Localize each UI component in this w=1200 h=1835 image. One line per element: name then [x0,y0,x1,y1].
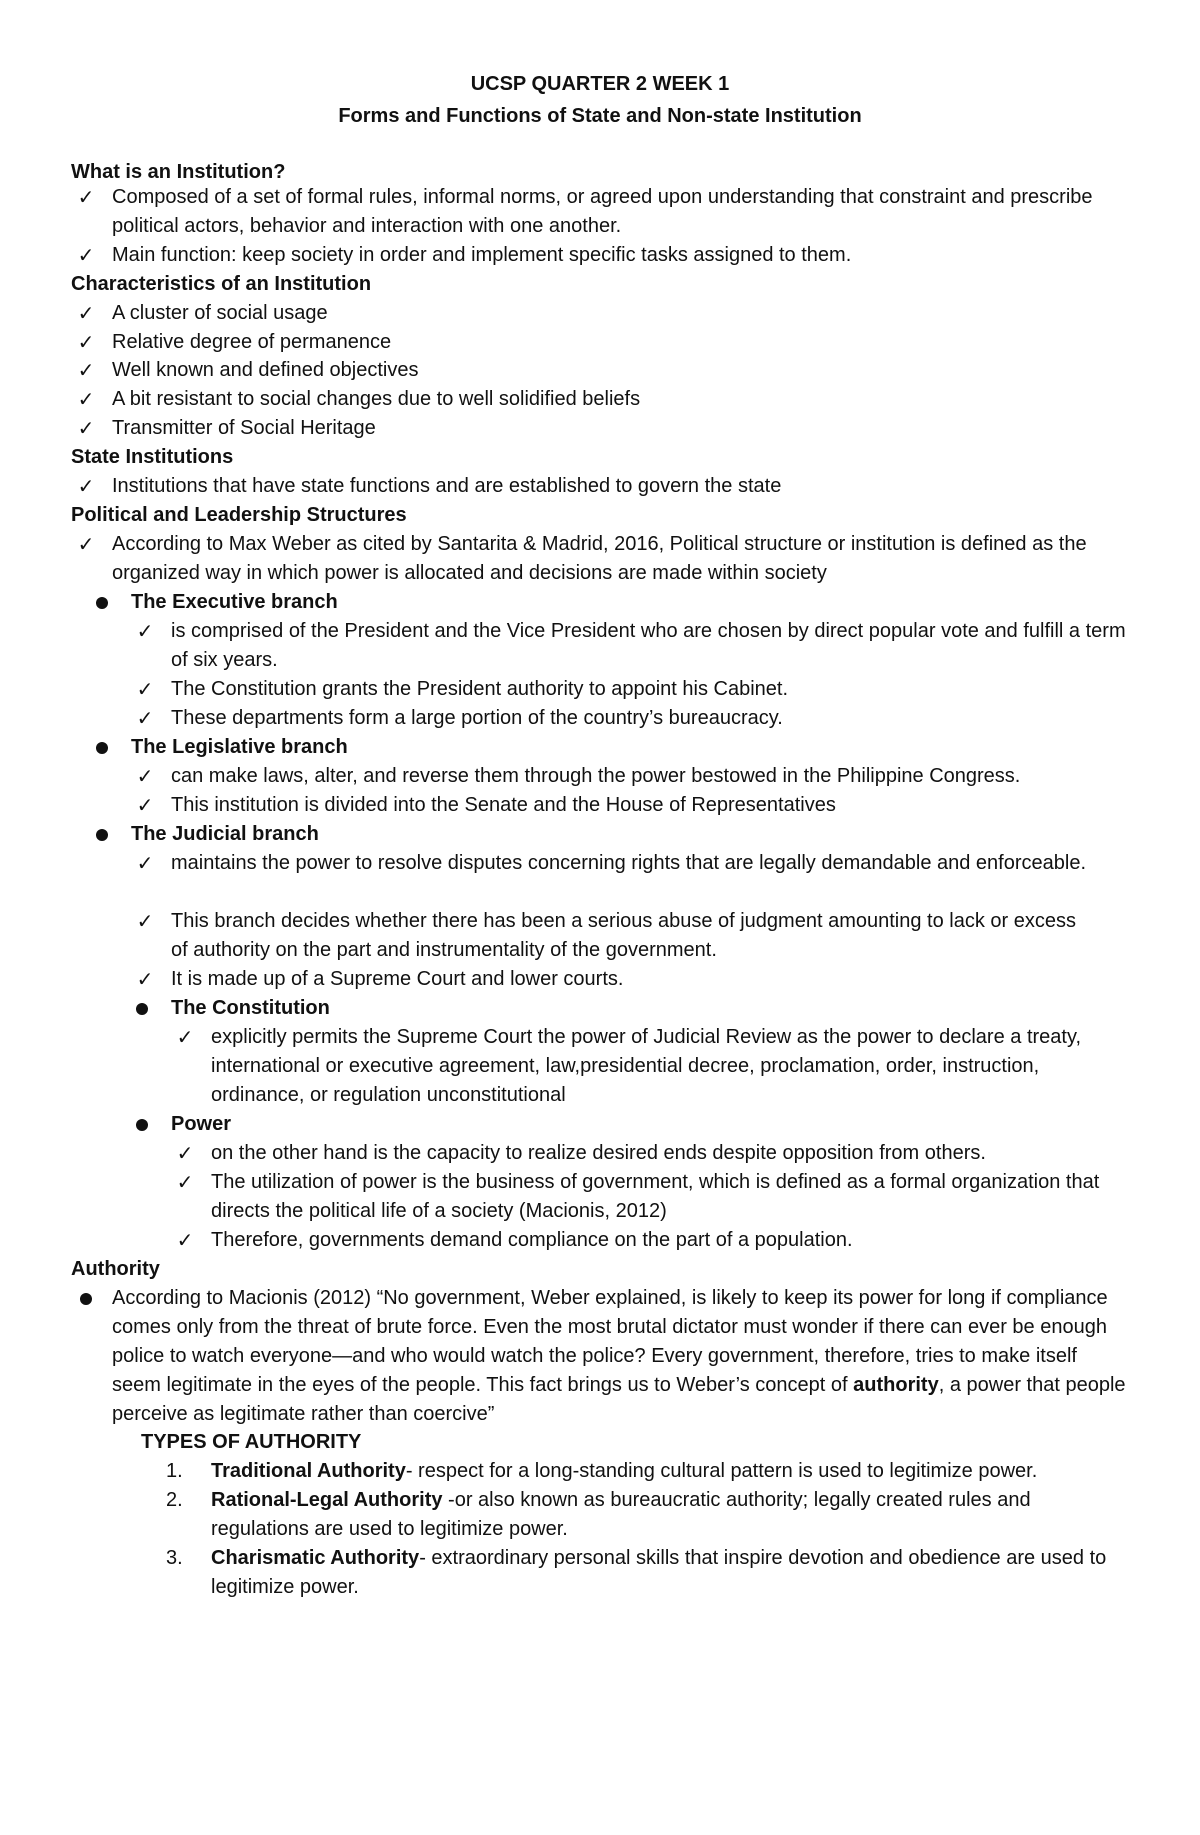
list-item-text: is comprised of the President and the Vice President who are chosen by direct popular vote and fulfill a term of six years. [171,620,1126,671]
check-icon: ✓ [77,243,95,267]
bullet-icon [127,994,157,1024]
check-icon: ✓ [176,1025,194,1049]
list-item-text: The utilization of power is the business of government, which is defined as a formal organization that directs the political life of a society (Macionis, 2012) [211,1171,1100,1222]
check-icon: ✓ [176,1170,194,1194]
list-item [170,1168,1140,1226]
list-item-text: A bit resistant to social changes due to well solidified beliefs [112,388,641,410]
check-icon: ✓ [136,793,154,817]
list-item [71,414,1131,443]
check-icon: ✓ [176,1228,194,1252]
subsection-label: The Constitution [171,997,330,1019]
type-text: Charismatic Authority- extraordinary personal skills that inspire devotion and obedience are used to legitimize power. [211,1547,1107,1598]
list-item [71,241,1131,270]
subsection-constitution [127,994,1127,1023]
list-item-text: This branch decides whether there has been a serious abuse of judgment amounting to lack or excess of authority on the part and instrumentality of the government. [171,910,1076,961]
type-text: Rational-Legal Authority -or also known as bureaucratic authority; legally created rules and regulations are used to legitimize power. [211,1489,1031,1540]
list-item [71,183,1131,241]
authority-type [166,1544,1126,1602]
list-item-text: on the other hand is the capacity to realize desired ends despite opposition from others. [211,1142,986,1164]
list-item [130,704,1130,733]
list-item-text: Well known and defined objectives [112,359,419,381]
check-icon: ✓ [77,416,95,440]
types-heading: TYPES OF AUTHORITY [141,1431,362,1453]
list-number: 2. [166,1489,183,1511]
list-item-text: can make laws, alter, and reverse them through the power bestowed in the Philippine Congress. [171,765,1021,787]
check-icon: ✓ [77,532,95,556]
list-item-text: These departments form a large portion of the country’s bureaucracy. [171,707,783,729]
check-icon: ✓ [77,330,95,354]
list-item-text: Transmitter of Social Heritage [112,417,376,439]
list-item-text: explicitly permits the Supreme Court the power of Judicial Review as the power to declare a treaty, international or executive agreement, law,presidential decree, proclamation, order, instruction, ordinance, or regulation unconstitutional [211,1026,1082,1106]
list-number: 1. [166,1460,183,1482]
document-subtitle: Forms and Functions of State and Non-state Institution [338,105,862,127]
list-item-text: Relative degree of permanence [112,331,392,353]
branch-label: The Executive branch [131,591,338,613]
authority-type [166,1457,1126,1486]
list-item-text: Therefore, governments demand compliance on the part of a population. [211,1229,853,1251]
list-item [71,472,1131,501]
list-item [130,849,1090,878]
bullet-icon [87,733,117,763]
list-item [130,907,1090,965]
check-icon: ✓ [136,619,154,643]
list-item [170,1226,1140,1255]
check-icon: ✓ [176,1141,194,1165]
section-heading-state-institutions: State Institutions [71,446,234,468]
document-title: UCSP QUARTER 2 WEEK 1 [470,73,730,95]
quote-text: According to Macionis (2012) “No government, Weber explained, is likely to keep its power for long if compliance comes only from the threat of brute force. Even the most brutal dictator must wonder if there can ever be enough police to watch everyone—and who would watch the police? Every government, therefore, tries to make itself seem legitimate in the eyes of the people. This fact brings us to Weber’s concept of authority, a power that people perceive as legitimate rather than coercive” [112,1287,1126,1425]
section-heading-institution: What is an Institution? [71,161,286,183]
list-item [130,617,1130,675]
check-icon: ✓ [77,301,95,325]
list-item [130,791,1130,820]
list-item-text: Institutions that have state functions and are established to govern the state [112,475,782,497]
list-item-text: A cluster of social usage [112,302,328,324]
check-icon: ✓ [77,474,95,498]
section-heading-characteristics: Characteristics of an Institution [71,273,372,295]
subsection-power [127,1110,1127,1139]
section-heading-political: Political and Leadership Structures [71,504,407,526]
list-item [71,385,1131,414]
list-item-text: Main function: keep society in order and implement specific tasks assigned to them. [112,244,852,266]
list-item [71,328,1131,357]
list-item [130,675,1130,704]
list-item [130,762,1130,791]
check-icon: ✓ [77,387,95,411]
section-heading-authority: Authority [71,1258,160,1280]
check-icon: ✓ [136,764,154,788]
subsection-label: Power [171,1113,232,1135]
check-icon: ✓ [77,358,95,382]
check-icon: ✓ [136,851,154,875]
bullet-icon [87,820,117,850]
list-item [71,299,1131,328]
bullet-icon [71,1284,101,1314]
check-icon: ✓ [136,909,154,933]
list-item-text: It is made up of a Supreme Court and lower courts. [171,968,624,990]
bullet-icon [127,1110,157,1140]
list-item [130,965,1090,994]
list-item [170,1023,1110,1110]
check-icon: ✓ [136,706,154,730]
branch-label: The Judicial branch [131,823,319,845]
list-item-text: The Constitution grants the President authority to appoint his Cabinet. [171,678,789,700]
list-item-text: According to Max Weber as cited by Santarita & Madrid, 2016, Political structure or institution is defined as the organized way in which power is allocated and decisions are made within society [112,533,1087,584]
list-item [71,356,1131,385]
list-item-text: This institution is divided into the Senate and the House of Representatives [171,794,836,816]
branch-executive [87,588,1127,617]
authority-type [166,1486,1126,1544]
branch-label: The Legislative branch [131,736,348,758]
list-number: 3. [166,1547,183,1569]
branch-legislative [87,733,1127,762]
list-item-text: Composed of a set of formal rules, informal norms, or agreed upon understanding that constraint and prescribe political actors, behavior and interaction with one another. [112,186,1093,237]
bullet-icon [87,588,117,618]
check-icon: ✓ [136,677,154,701]
check-icon: ✓ [136,967,154,991]
authority-quote [71,1284,1131,1429]
list-item [71,530,1131,588]
branch-judicial [87,820,1127,849]
list-item-text: maintains the power to resolve disputes concerning rights that are legally demandable and enforceable. [171,852,1086,874]
type-text: Traditional Authority- respect for a long-standing cultural pattern is used to legitimize power. [211,1460,1038,1482]
check-icon: ✓ [77,185,95,209]
list-item [170,1139,1140,1168]
